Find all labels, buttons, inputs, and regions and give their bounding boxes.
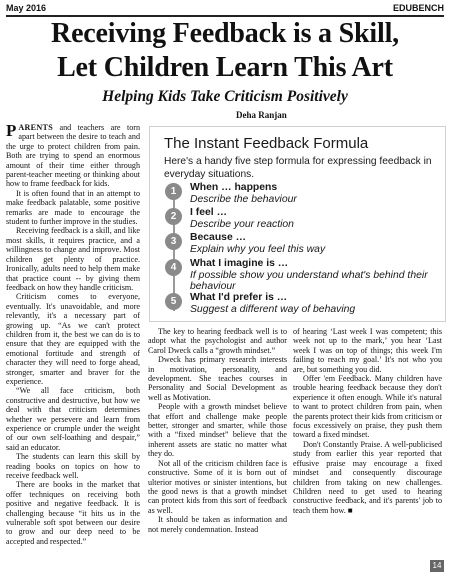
formula-steps (164, 183, 439, 317)
formula-title: The Instant Feedback Formula (164, 135, 369, 152)
page-number: 14 (430, 560, 444, 572)
step-number-badge: 3 (165, 233, 182, 250)
author-byline: Deha Ranjan (236, 110, 287, 120)
article-title-line-2: Let Children Learn This Art (57, 52, 393, 83)
step-description: Describe your reaction (190, 218, 294, 230)
step-heading: I feel … (190, 207, 227, 218)
step-number-badge: 2 (165, 208, 182, 225)
paragraph-text: and teachers are torn apart between the desire to teach and the urge to protect children from pain. Both are trying to spend an enormous amount of their time either through parent-teacher meeting or thinking about how to frame feedback for kids. (6, 123, 140, 189)
drop-cap: P (6, 121, 17, 140)
paragraph: Receiving feedback is a skill, and like most skills, it requires practice, and a willingness to change and improve. Most children get plenty of practice. Ironically, adults need to help them make that practice count -- by giving them feedback on how they handle criticism. (6, 226, 140, 292)
formula-intro: Here's a handy five step formula for expressing feedback in everyday situations. (164, 156, 432, 180)
end-of-article-mark: ■ (347, 505, 353, 515)
paragraph (6, 123, 140, 189)
paragraph: Offer 'em Feedback. Many children have trouble hearing feedback because they don't experience it often enough. While it's natural to want to protect children from pain, when the parents protect their kids from criticism or focus excessively on praise, they push them toward a fixed mindset. (293, 374, 443, 440)
article-title (0, 17, 450, 85)
step-description: If possible show you understand what's behind their behaviour (190, 269, 428, 292)
step-description: Suggest a different way of behaving (190, 303, 356, 315)
paragraph: People with a growth mindset believe that effort and challenge make people better, stronger and smarter, while those with a “fixed mindset” believe that the inherent assets are static no matter what they do. (148, 402, 287, 459)
article-title-line-1: Receiving Feedback is a Skill, (51, 18, 399, 49)
paragraph: Dweck has primary research interests in motivation, personality, and development. She teaches courses in Personality and Social Development as well as Motivation. (148, 355, 287, 402)
paragraph (293, 440, 442, 515)
issue-date: May 2016 (6, 3, 47, 13)
text-column-3 (293, 327, 442, 515)
paragraph-text: Don't Constantly Praise. A well-publicised study from earlier this year reported that effusive praise may encourage a fixed mindset and consequently discourage children from taking on new challenges. Children need to get used to hearing constructive feedback, and it's parents' job to teach them how. (293, 439, 442, 515)
paragraph: “We all face criticism, both constructive and destructive, but how we deal with that criticism determines whether we persevere and learn from experience or crumple under the weight of our own self-loathing and despair,” said an educator. (6, 386, 140, 452)
paragraph: It should be taken as information and not merely condemnation. Instead (148, 515, 287, 534)
publication-name: EDUBENCH (392, 3, 444, 13)
page-header (6, 3, 444, 15)
article-subtitle: Helping Kids Take Criticism Positively (102, 88, 348, 105)
paragraph: The students can learn this skill by reading books on topics on how to receive feedback well. (6, 452, 140, 481)
step-heading: Because … (190, 232, 247, 243)
step-heading: When … happens (190, 182, 278, 193)
step-description: Explain why you feel this way (190, 243, 326, 255)
step-number-badge: 5 (165, 293, 182, 310)
step-description: Describe the behaviour (190, 193, 297, 205)
text-column-2 (148, 327, 287, 534)
paragraph: Criticism comes to everyone, eventually. It's unavoidable, and more relevantly, it's a necessary part of growing up. “As we can't protect children from it, the best we can do is to ensure that they are equipped with the emotional fortitude and strength of character they will need to forge ahead, stronger, smarter and braver for the experience. (6, 292, 140, 386)
text-column-1 (6, 123, 140, 546)
step-number-badge: 1 (165, 183, 182, 200)
feedback-formula-box (149, 126, 446, 322)
lead-in: ARENTS (18, 123, 54, 132)
paragraph: of hearing ‘Last week I was competent; this week not up to the mark,’ you hear ‘Last week I was on top of things; this week I'm failing to reach my goal.’ It's not who you are, but something you did. (293, 327, 442, 374)
paragraph: Not all of the criticism children face is constructive. Some of it is born out of ulterior motives or sinister intentions, but the good news is that a growth mindset can protect kids from this sort of feedback as well. (148, 458, 287, 515)
step-heading: What I imagine is … (190, 258, 289, 269)
step-number-badge: 4 (165, 259, 182, 276)
step-heading: What I'd prefer is … (190, 292, 288, 303)
paragraph: The key to hearing feedback well is to adopt what the psychologist and author Carol Dweck calls a “growth mindset.” (148, 327, 287, 355)
paragraph: It is often found that in an attempt to make feedback palatable, some positive remarks are made to encourage the student to further improve in the studies. (6, 188, 140, 227)
paragraph: There are books in the market that offer techniques on receiving both positive and negative feedback. It is challenging because “it hits us in the vulnerable soft spot between our desire to grow and our deep need to be accepted and respected.” (6, 480, 140, 546)
